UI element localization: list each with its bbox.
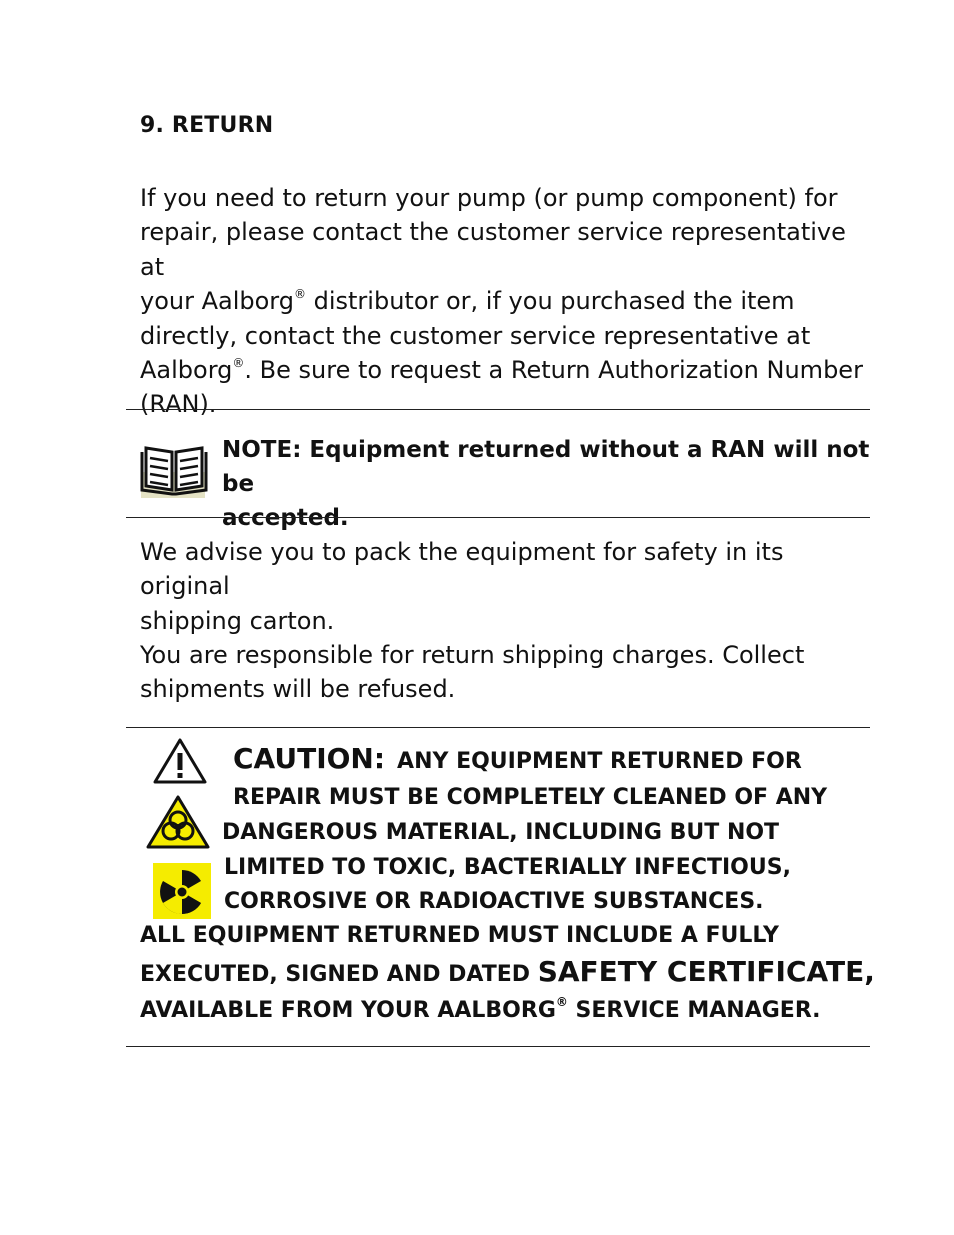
registered-mark: ® [293,287,306,302]
divider-rule [126,1046,870,1047]
divider-rule [126,409,870,410]
caution-line-5: CORROSIVE OR RADIOACTIVE SUBSTANCES. [224,889,764,914]
intro-line-5a: Aalborg [140,356,233,385]
advice-paragraph [140,535,870,638]
advice-line-1: We advise you to pack the equipment for safety in its original [140,538,784,601]
caution-text-7a: EXECUTED, SIGNED AND DATED [140,962,538,987]
caution-line-4: LIMITED TO TOXIC, BACTERIALLY INFECTIOUS, [224,855,791,880]
caution-text-8a: AVAILABLE FROM YOUR AALBORG [140,998,556,1023]
charges-paragraph [140,638,870,707]
section-heading: 9. RETURN [140,113,274,138]
intro-line-5b: . Be sure to request a Return Authorization Number [244,356,863,385]
radiation-icon [153,863,211,919]
registered-mark: ® [232,356,245,371]
biohazard-icon [145,794,211,850]
book-icon [138,442,210,500]
caution-line-1 [233,742,802,775]
intro-line-3a: your Aalborg [140,287,294,316]
note-text [222,433,882,535]
intro-line-4: directly, contact the customer service representative at [140,321,811,350]
caution-line-6: ALL EQUIPMENT RETURNED MUST INCLUDE A FULLY [140,923,779,948]
intro-line-1: If you need to return your pump (or pump component) for [140,184,838,212]
intro-line-2: repair, please contact the customer service representative at [140,218,846,281]
intro-line-5 [140,353,870,387]
note-line-2: accepted. [222,505,349,531]
caution-text-1: ANY EQUIPMENT RETURNED FOR [397,749,802,774]
advice-line-2: shipping carton. [140,606,335,635]
intro-paragraph [140,181,870,422]
note-line-1: NOTE: Equipment returned without a RAN will not be [222,437,870,497]
divider-rule [126,517,870,518]
charges-line-2: shipments will be refused. [140,675,456,704]
intro-line-3 [140,284,870,318]
warning-triangle-icon [152,737,208,785]
intro-line-6: (RAN). [140,390,217,419]
caution-text-8b: SERVICE MANAGER. [567,998,821,1023]
charges-line-1: You are responsible for return shipping charges. Collect [140,641,805,669]
caution-label: CAUTION: [233,742,386,775]
caution-line-7 [140,955,875,988]
intro-line-3b: distributor or, if you purchased the item [305,287,795,316]
caution-line-3: DANGEROUS MATERIAL, INCLUDING BUT NOT [222,820,780,845]
registered-mark: ® [555,994,568,1009]
divider-rule [126,727,870,728]
caution-line-8 [140,994,821,1023]
caution-line-2: REPAIR MUST BE COMPLETELY CLEANED OF ANY [233,785,828,810]
safety-certificate-text: SAFETY CERTIFICATE, [537,955,875,988]
